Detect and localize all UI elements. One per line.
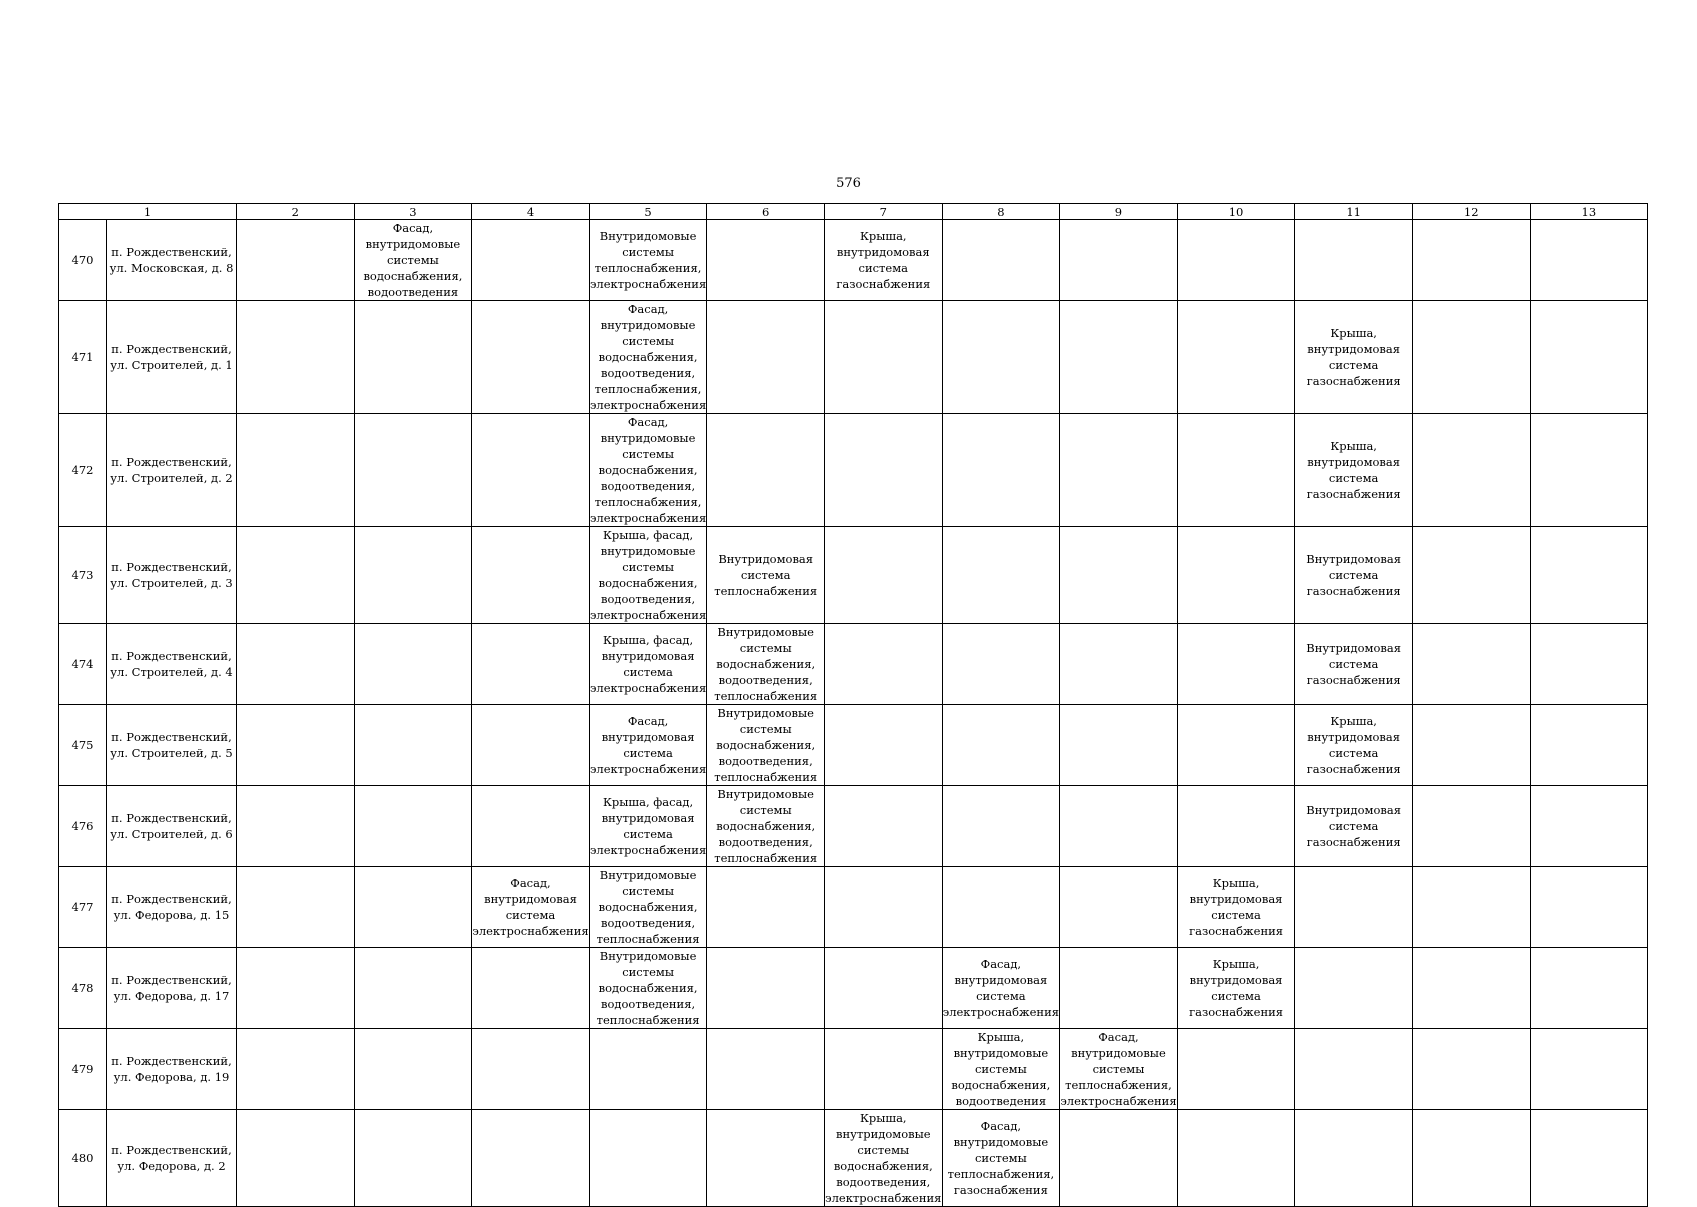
address-cell bbox=[107, 301, 237, 414]
work-cell-col-7 bbox=[824, 1110, 942, 1207]
work-cell-col-5 bbox=[589, 867, 707, 948]
address-text: п. Рождественский, ул. Строителей, д. 3 bbox=[110, 560, 233, 590]
column-header-13: 13 bbox=[1530, 204, 1648, 220]
table-row bbox=[59, 948, 1648, 1029]
table-row bbox=[59, 1029, 1648, 1110]
row-number: 478 bbox=[59, 948, 107, 1029]
work-cell-col-3 bbox=[354, 414, 472, 527]
work-cell-col-12 bbox=[1412, 1029, 1530, 1110]
address-text: п. Рождественский, ул. Строителей, д. 2 bbox=[110, 455, 233, 485]
address-cell bbox=[107, 414, 237, 527]
address-text: п. Рождественский, ул. Федорова, д. 15 bbox=[111, 892, 232, 922]
row-number: 471 bbox=[59, 301, 107, 414]
column-header-11: 11 bbox=[1295, 204, 1413, 220]
work-cell-col-6 bbox=[707, 867, 825, 948]
work-cell-col-9 bbox=[1060, 220, 1178, 301]
work-cell-col-13 bbox=[1530, 220, 1648, 301]
work-cell-col-6 bbox=[707, 527, 825, 624]
work-cell-col-6 bbox=[707, 1110, 825, 1207]
work-cell-col-13 bbox=[1530, 705, 1648, 786]
work-cell-col-3 bbox=[354, 301, 472, 414]
work-text: Фасад, внутридомовая система электроснабжения bbox=[472, 876, 589, 938]
work-cell-col-5 bbox=[589, 1029, 707, 1110]
work-text: Внутридомовые системы водоснабжения, водоотведения, теплоснабжения bbox=[596, 868, 700, 946]
work-cell-col-7 bbox=[824, 527, 942, 624]
work-cell-col-11 bbox=[1295, 1110, 1413, 1207]
work-cell-col-9 bbox=[1060, 1110, 1178, 1207]
work-text: Внутридомовые системы водоснабжения, водоотведения, теплоснабжения bbox=[714, 706, 818, 784]
work-cell-col-3 bbox=[354, 786, 472, 867]
work-text: Крыша, внутридомовые системы водоснабжения, водоотведения bbox=[951, 1030, 1051, 1108]
work-cell-col-4 bbox=[472, 220, 590, 301]
work-cell-col-4 bbox=[472, 624, 590, 705]
work-text: Крыша, внутридомовая система газоснабжения bbox=[836, 229, 931, 291]
address-text: п. Рождественский, ул. Московская, д. 8 bbox=[109, 245, 234, 275]
work-cell-col-11 bbox=[1295, 1029, 1413, 1110]
work-text: Крыша, внутридомовые системы водоснабжения, водоотведения, электроснабжения bbox=[825, 1111, 942, 1205]
work-cell-col-13 bbox=[1530, 786, 1648, 867]
work-cell-col-3 bbox=[354, 1110, 472, 1207]
column-header-6: 6 bbox=[707, 204, 825, 220]
row-number: 477 bbox=[59, 867, 107, 948]
work-cell-col-9 bbox=[1060, 301, 1178, 414]
work-cell-col-10 bbox=[1177, 624, 1295, 705]
work-cell-col-13 bbox=[1530, 948, 1648, 1029]
work-text: Внутридомовая система газоснабжения bbox=[1306, 803, 1402, 849]
column-header-5: 5 bbox=[589, 204, 707, 220]
work-cell-col-5 bbox=[589, 414, 707, 527]
table-row bbox=[59, 705, 1648, 786]
work-cell-col-4 bbox=[472, 867, 590, 948]
work-cell-col-6 bbox=[707, 624, 825, 705]
work-cell-col-6 bbox=[707, 301, 825, 414]
work-cell-col-13 bbox=[1530, 624, 1648, 705]
work-text: Крыша, фасад, внутридомовая система электроснабжения bbox=[589, 633, 707, 695]
address-cell bbox=[107, 948, 237, 1029]
work-cell-col-11 bbox=[1295, 527, 1413, 624]
work-cell-col-4 bbox=[472, 705, 590, 786]
work-cell-col-3 bbox=[354, 527, 472, 624]
work-cell-col-11 bbox=[1295, 867, 1413, 948]
work-cell-col-4 bbox=[472, 414, 590, 527]
work-cell-col-5 bbox=[589, 301, 707, 414]
work-cell-col-8 bbox=[942, 624, 1060, 705]
work-cell-col-2 bbox=[237, 1029, 355, 1110]
row-number: 475 bbox=[59, 705, 107, 786]
address-cell bbox=[107, 527, 237, 624]
work-text: Внутридомовые системы водоснабжения, водоотведения, теплоснабжения bbox=[714, 787, 818, 865]
work-cell-col-7 bbox=[824, 414, 942, 527]
work-cell-col-7 bbox=[824, 705, 942, 786]
work-cell-col-6 bbox=[707, 414, 825, 527]
row-number: 476 bbox=[59, 786, 107, 867]
address-text: п. Рождественский, ул. Федорова, д. 19 bbox=[111, 1054, 232, 1084]
work-cell-col-9 bbox=[1060, 786, 1178, 867]
work-cell-col-12 bbox=[1412, 624, 1530, 705]
work-cell-col-3 bbox=[354, 1029, 472, 1110]
work-cell-col-2 bbox=[237, 414, 355, 527]
work-text: Крыша, фасад, внутридомовая система электроснабжения bbox=[589, 795, 707, 857]
work-cell-col-11 bbox=[1295, 301, 1413, 414]
table-row bbox=[59, 220, 1648, 301]
row-number: 472 bbox=[59, 414, 107, 527]
work-cell-col-5 bbox=[589, 705, 707, 786]
row-number: 480 bbox=[59, 1110, 107, 1207]
work-cell-col-13 bbox=[1530, 414, 1648, 527]
work-cell-col-11 bbox=[1295, 705, 1413, 786]
work-cell-col-4 bbox=[472, 1029, 590, 1110]
work-cell-col-7 bbox=[824, 1029, 942, 1110]
column-header-3: 3 bbox=[354, 204, 472, 220]
work-cell-col-4 bbox=[472, 948, 590, 1029]
work-cell-col-12 bbox=[1412, 705, 1530, 786]
work-cell-col-8 bbox=[942, 1029, 1060, 1110]
work-cell-col-10 bbox=[1177, 301, 1295, 414]
table-row bbox=[59, 867, 1648, 948]
header-row bbox=[59, 204, 1648, 220]
work-cell-col-7 bbox=[824, 948, 942, 1029]
work-text: Крыша, внутридомовая система газоснабжения bbox=[1306, 714, 1401, 776]
work-cell-col-11 bbox=[1295, 948, 1413, 1029]
address-text: п. Рождественский, ул. Строителей, д. 1 bbox=[110, 342, 233, 372]
work-text: Крыша, внутридомовая система газоснабжения bbox=[1306, 326, 1401, 388]
column-header-1: 1 bbox=[59, 204, 237, 220]
row-number: 474 bbox=[59, 624, 107, 705]
address-cell bbox=[107, 867, 237, 948]
work-cell-col-10 bbox=[1177, 1110, 1295, 1207]
work-text: Крыша, внутридомовая система газоснабжения bbox=[1306, 439, 1401, 501]
work-cell-col-3 bbox=[354, 220, 472, 301]
work-cell-col-9 bbox=[1060, 867, 1178, 948]
work-cell-col-8 bbox=[942, 414, 1060, 527]
work-cell-col-11 bbox=[1295, 220, 1413, 301]
table-row bbox=[59, 301, 1648, 414]
work-cell-col-5 bbox=[589, 220, 707, 301]
column-header-12: 12 bbox=[1412, 204, 1530, 220]
work-cell-col-8 bbox=[942, 301, 1060, 414]
work-cell-col-9 bbox=[1060, 414, 1178, 527]
work-cell-col-3 bbox=[354, 867, 472, 948]
work-cell-col-10 bbox=[1177, 867, 1295, 948]
work-cell-col-9 bbox=[1060, 527, 1178, 624]
work-text: Фасад, внутридомовые системы теплоснабжения, электроснабжения bbox=[1060, 1030, 1177, 1108]
address-cell bbox=[107, 1110, 237, 1207]
work-cell-col-2 bbox=[237, 301, 355, 414]
work-cell-col-8 bbox=[942, 220, 1060, 301]
work-cell-col-7 bbox=[824, 786, 942, 867]
work-cell-col-13 bbox=[1530, 1029, 1648, 1110]
work-cell-col-13 bbox=[1530, 527, 1648, 624]
work-cell-col-4 bbox=[472, 527, 590, 624]
work-cell-col-2 bbox=[237, 705, 355, 786]
address-cell bbox=[107, 786, 237, 867]
work-text: Внутридомовая система теплоснабжения bbox=[714, 552, 818, 598]
work-cell-col-9 bbox=[1060, 624, 1178, 705]
work-cell-col-6 bbox=[707, 1029, 825, 1110]
column-header-4: 4 bbox=[472, 204, 590, 220]
address-cell bbox=[107, 220, 237, 301]
address-text: п. Рождественский, ул. Федорова, д. 2 bbox=[111, 1143, 232, 1173]
work-cell-col-2 bbox=[237, 948, 355, 1029]
work-text: Фасад, внутридомовые системы водоснабжения, водоотведения, теплоснабжения, электроснабжения bbox=[589, 415, 707, 525]
work-text: Фасад, внутридомовая система электроснабжения bbox=[942, 957, 1059, 1019]
work-cell-col-12 bbox=[1412, 786, 1530, 867]
work-cell-col-10 bbox=[1177, 948, 1295, 1029]
address-text: п. Рождественский, ул. Строителей, д. 4 bbox=[110, 649, 233, 679]
work-cell-col-4 bbox=[472, 301, 590, 414]
work-cell-col-12 bbox=[1412, 220, 1530, 301]
column-header-2: 2 bbox=[237, 204, 355, 220]
work-cell-col-12 bbox=[1412, 948, 1530, 1029]
work-text: Внутридомовые системы теплоснабжения, электроснабжения bbox=[589, 229, 707, 291]
work-cell-col-3 bbox=[354, 948, 472, 1029]
work-cell-col-11 bbox=[1295, 624, 1413, 705]
work-cell-col-5 bbox=[589, 1110, 707, 1207]
work-cell-col-8 bbox=[942, 527, 1060, 624]
table-row bbox=[59, 786, 1648, 867]
work-cell-col-12 bbox=[1412, 1110, 1530, 1207]
address-text: п. Рождественский, ул. Строителей, д. 6 bbox=[110, 811, 233, 841]
work-cell-col-12 bbox=[1412, 867, 1530, 948]
work-text: Внутридомовая система газоснабжения bbox=[1306, 641, 1402, 687]
work-cell-col-10 bbox=[1177, 786, 1295, 867]
work-cell-col-5 bbox=[589, 527, 707, 624]
work-cell-col-7 bbox=[824, 624, 942, 705]
row-number: 473 bbox=[59, 527, 107, 624]
work-cell-col-8 bbox=[942, 705, 1060, 786]
work-cell-col-4 bbox=[472, 786, 590, 867]
work-cell-col-6 bbox=[707, 220, 825, 301]
table-row bbox=[59, 527, 1648, 624]
work-cell-col-5 bbox=[589, 948, 707, 1029]
work-cell-col-10 bbox=[1177, 527, 1295, 624]
capital-repair-table bbox=[58, 203, 1648, 1207]
work-cell-col-6 bbox=[707, 948, 825, 1029]
work-cell-col-12 bbox=[1412, 414, 1530, 527]
work-cell-col-10 bbox=[1177, 414, 1295, 527]
work-cell-col-5 bbox=[589, 786, 707, 867]
work-text: Крыша, внутридомовая система газоснабжения bbox=[1189, 957, 1284, 1019]
work-cell-col-6 bbox=[707, 786, 825, 867]
address-text: п. Рождественский, ул. Федорова, д. 17 bbox=[111, 973, 232, 1003]
row-number: 470 bbox=[59, 220, 107, 301]
work-text: Внутридомовые системы водоснабжения, водоотведения, теплоснабжения bbox=[596, 949, 700, 1027]
table-row bbox=[59, 624, 1648, 705]
work-cell-col-10 bbox=[1177, 1029, 1295, 1110]
work-text: Крыша, фасад, внутридомовые системы водоснабжения, водоотведения, электроснабжения bbox=[589, 528, 707, 622]
work-cell-col-2 bbox=[237, 624, 355, 705]
address-text: п. Рождественский, ул. Строителей, д. 5 bbox=[110, 730, 233, 760]
work-text: Фасад, внутридомовая система электроснабжения bbox=[589, 714, 707, 776]
work-cell-col-8 bbox=[942, 948, 1060, 1029]
work-text: Фасад, внутридомовые системы водоснабжения, водоотведения, теплоснабжения, электроснабжения bbox=[589, 302, 707, 412]
work-cell-col-8 bbox=[942, 867, 1060, 948]
address-cell bbox=[107, 624, 237, 705]
work-cell-col-9 bbox=[1060, 948, 1178, 1029]
work-cell-col-11 bbox=[1295, 786, 1413, 867]
work-cell-col-13 bbox=[1530, 1110, 1648, 1207]
work-cell-col-2 bbox=[237, 220, 355, 301]
work-cell-col-7 bbox=[824, 301, 942, 414]
work-cell-col-4 bbox=[472, 1110, 590, 1207]
work-cell-col-13 bbox=[1530, 867, 1648, 948]
work-text: Фасад, внутридомовые системы теплоснабжения, газоснабжения bbox=[947, 1119, 1055, 1197]
address-cell bbox=[107, 705, 237, 786]
work-text: Крыша, внутридомовая система газоснабжения bbox=[1189, 876, 1284, 938]
work-cell-col-7 bbox=[824, 220, 942, 301]
work-cell-col-11 bbox=[1295, 414, 1413, 527]
row-number: 479 bbox=[59, 1029, 107, 1110]
work-text: Внутридомовые системы водоснабжения, водоотведения, теплоснабжения bbox=[714, 625, 818, 703]
work-cell-col-10 bbox=[1177, 705, 1295, 786]
work-cell-col-5 bbox=[589, 624, 707, 705]
column-header-10: 10 bbox=[1177, 204, 1295, 220]
work-text: Фасад, внутридомовые системы водоснабжения, водоотведения bbox=[363, 221, 463, 299]
work-cell-col-2 bbox=[237, 1110, 355, 1207]
work-cell-col-2 bbox=[237, 786, 355, 867]
work-cell-col-8 bbox=[942, 1110, 1060, 1207]
work-cell-col-9 bbox=[1060, 1029, 1178, 1110]
work-cell-col-8 bbox=[942, 786, 1060, 867]
work-cell-col-3 bbox=[354, 624, 472, 705]
work-cell-col-13 bbox=[1530, 301, 1648, 414]
table-body bbox=[59, 204, 1648, 1207]
column-header-8: 8 bbox=[942, 204, 1060, 220]
page-number: 576 bbox=[836, 176, 861, 191]
work-cell-col-12 bbox=[1412, 301, 1530, 414]
work-cell-col-2 bbox=[237, 867, 355, 948]
table-row bbox=[59, 1110, 1648, 1207]
column-header-9: 9 bbox=[1060, 204, 1178, 220]
work-cell-col-12 bbox=[1412, 527, 1530, 624]
work-cell-col-10 bbox=[1177, 220, 1295, 301]
work-cell-col-7 bbox=[824, 867, 942, 948]
address-cell bbox=[107, 1029, 237, 1110]
work-cell-col-3 bbox=[354, 705, 472, 786]
column-header-7: 7 bbox=[824, 204, 942, 220]
work-cell-col-9 bbox=[1060, 705, 1178, 786]
table-row bbox=[59, 414, 1648, 527]
work-cell-col-2 bbox=[237, 527, 355, 624]
work-cell-col-6 bbox=[707, 705, 825, 786]
work-text: Внутридомовая система газоснабжения bbox=[1306, 552, 1402, 598]
